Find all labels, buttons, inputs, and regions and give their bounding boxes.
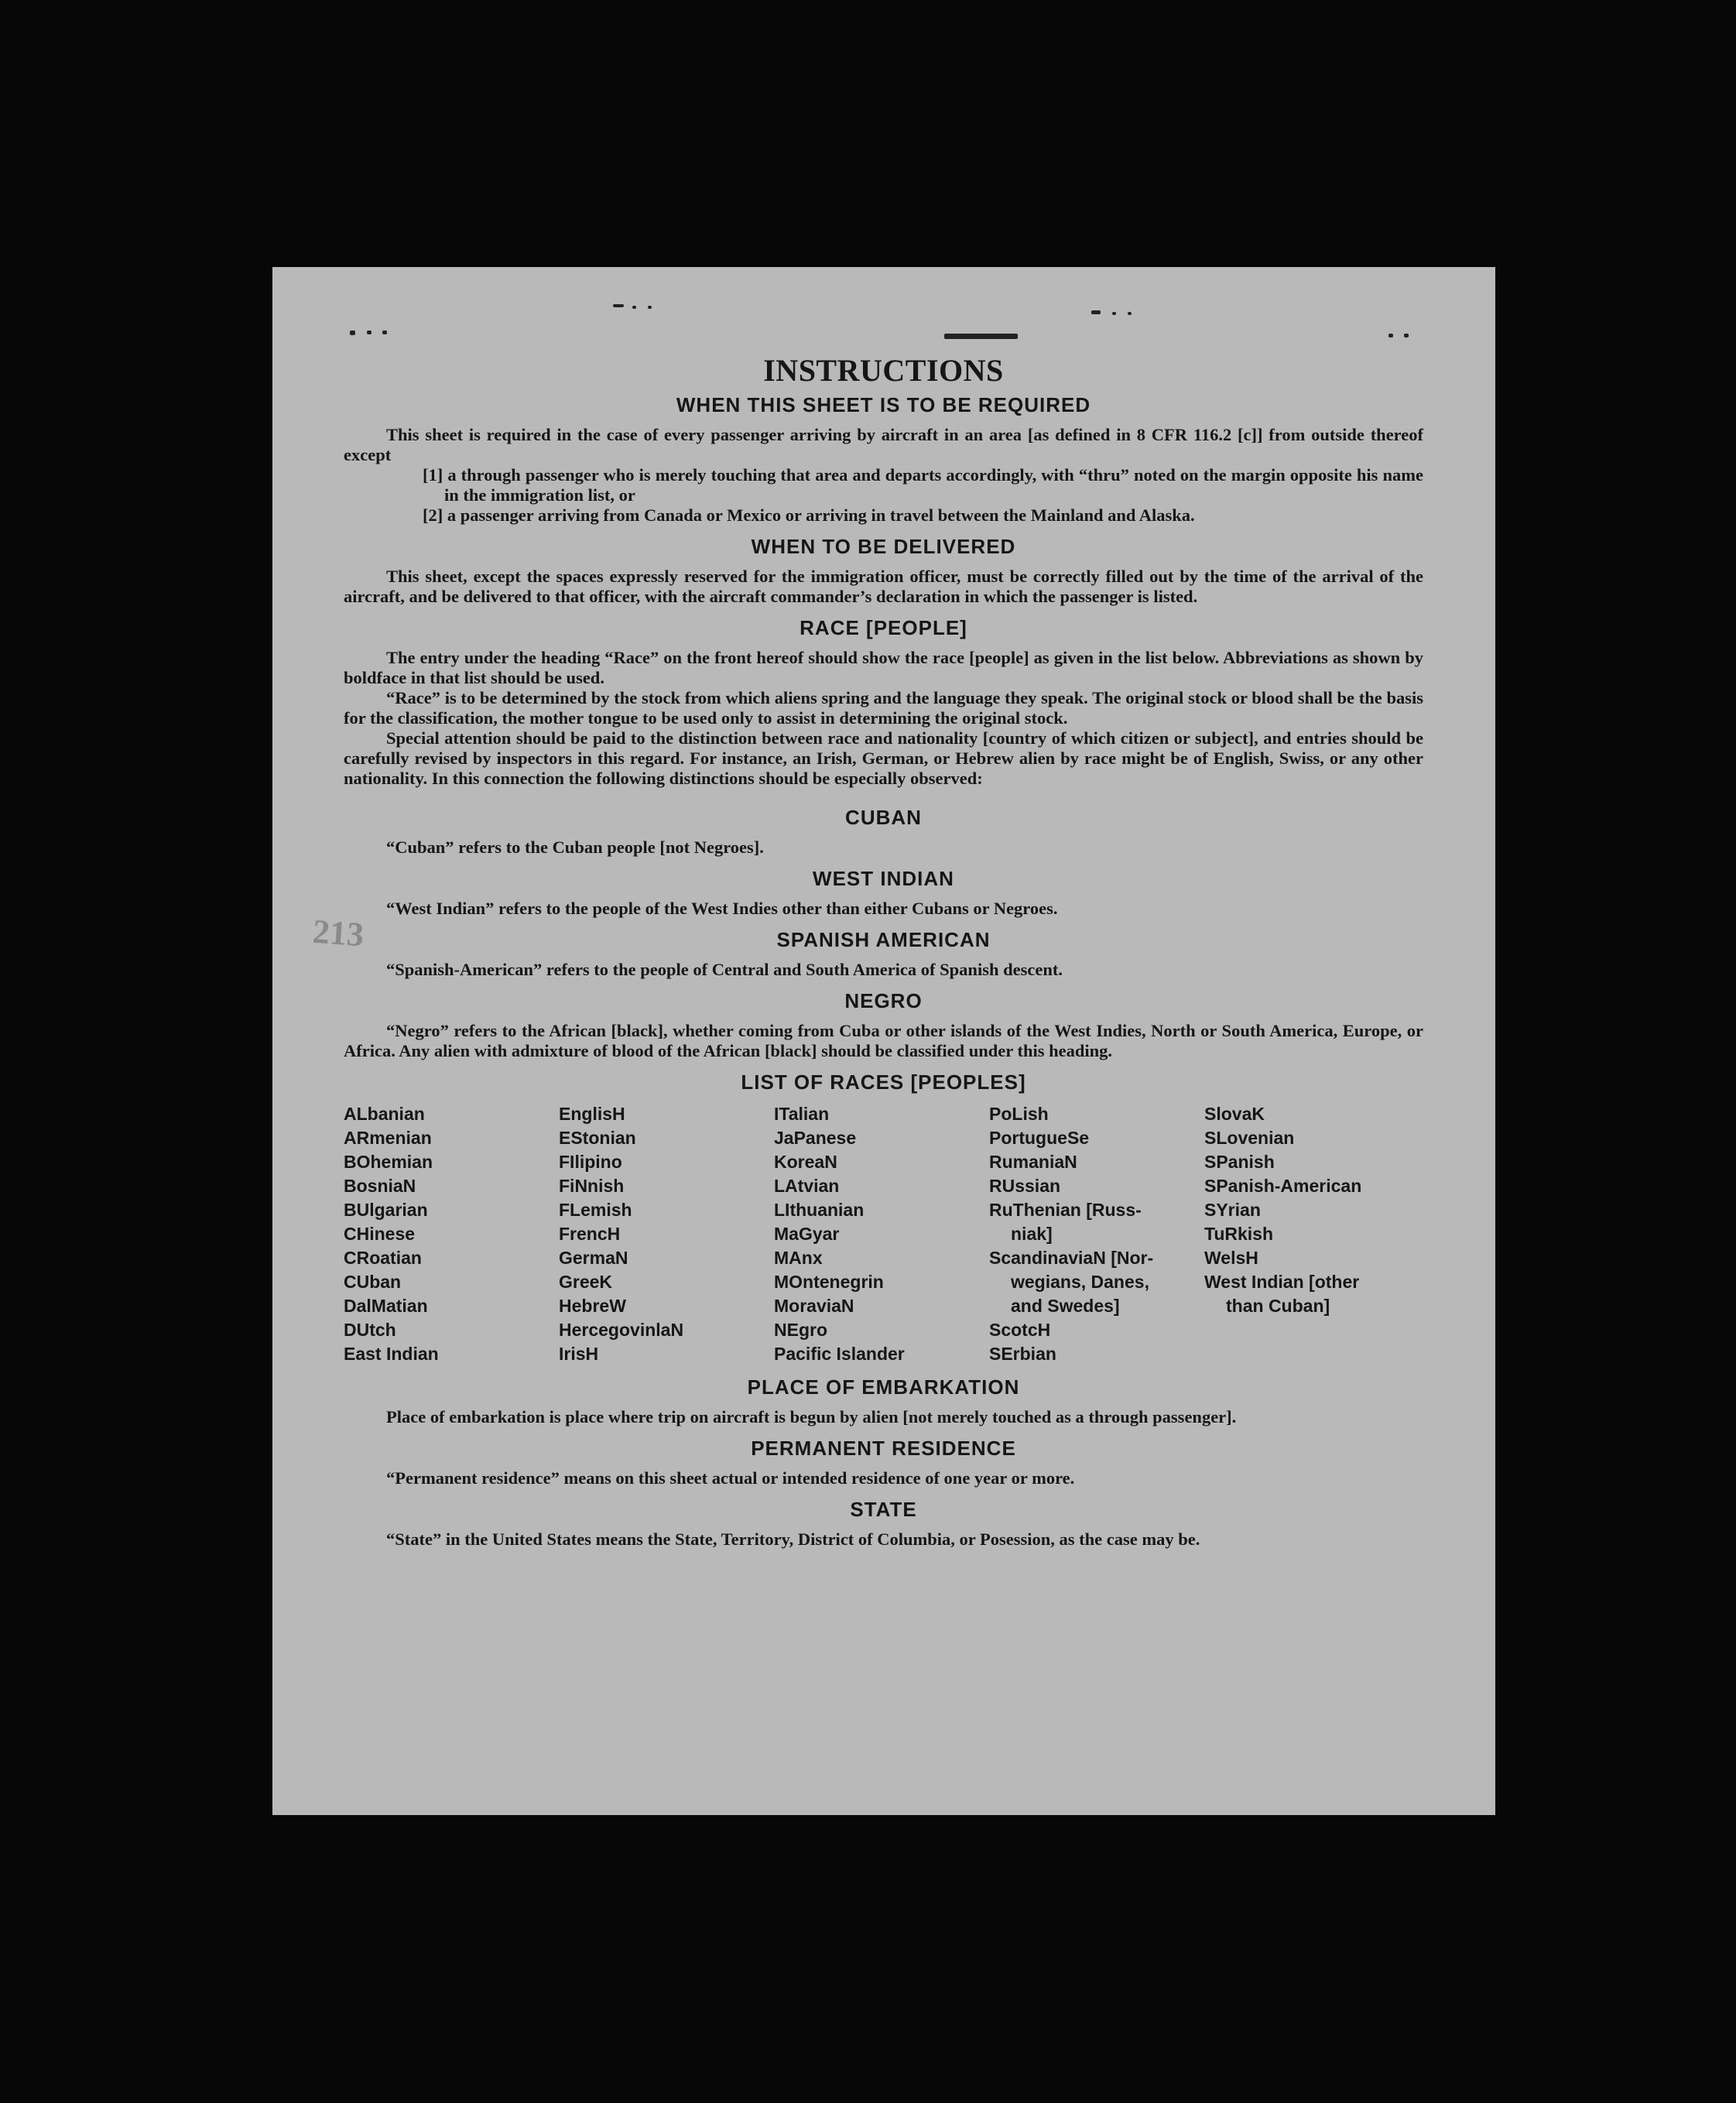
race-list-item: BOhemian: [344, 1152, 433, 1172]
race-list-item: SLovenian: [1204, 1128, 1295, 1148]
race-list-item: Pacific Islander: [774, 1344, 905, 1364]
heading-when-delivered: WHEN TO BE DELIVERED: [751, 535, 1016, 558]
delivered-text: This sheet, except the spaces expressly reserved for the immigration officer, must be correctly filled out by the time of the arrival of the aircraft, and be delivered to that officer, with the aircraft commander’s declaration in which the passenger is listed.: [344, 567, 1423, 606]
race-list-item: GermaN: [559, 1248, 628, 1268]
race-list-item: EnglisH: [559, 1104, 625, 1124]
race-list-item: MOntenegrin: [774, 1272, 884, 1292]
negro-text: “Negro” refers to the African [black], whether coming from Cuba or other islands of the West Indies, North or South America, Europe, or Africa. Any alien with admixture of blood of the African [black] should be classified under this heading.: [344, 1021, 1423, 1060]
page-title: INSTRUCTIONS: [763, 353, 1004, 388]
race-list-item: SlovaK: [1204, 1104, 1265, 1124]
heading-negro: NEGRO: [844, 989, 923, 1012]
race-list-item: SYrian: [1204, 1200, 1261, 1220]
race-paragraph-3: Special attention should be paid to the distinction between race and nationality [country of which citizen or subject], and entries should be carefully revised by inspectors in this regard. For instance, an Irish, German, or Hebrew alien by race might be of English, Swiss, or any other nationality. In this connection the following distinctions should be especially observed:: [344, 728, 1423, 788]
race-list-item: FLemish: [559, 1200, 632, 1220]
spanish-american-text: “Spanish-American” refers to the people of Central and South America of Spanish descent.: [386, 960, 1063, 979]
race-list-item: MaGyar: [774, 1224, 840, 1244]
race-list-item: ALbanian: [344, 1104, 425, 1124]
race-list-item: EStonian: [559, 1128, 636, 1148]
heading-place-of-embarkation: PLACE OF EMBARKATION: [747, 1375, 1020, 1399]
race-list-item: niak]: [1011, 1224, 1053, 1244]
west-indian-text: “West Indian” refers to the people of the West Indies other than either Cubans or Negroes.: [386, 899, 1058, 918]
race-list-item: and Swedes]: [1011, 1296, 1120, 1316]
race-list-item: DalMatian: [344, 1296, 428, 1316]
race-list-item: ScotcH: [989, 1320, 1051, 1340]
races-column-2: [559, 1102, 774, 1366]
race-list-item: MAnx: [774, 1248, 823, 1268]
races-column-4: [989, 1102, 1204, 1366]
heading-cuban: CUBAN: [845, 806, 922, 829]
race-list-item: wegians, Danes,: [1011, 1272, 1149, 1292]
race-list-item: than Cuban]: [1226, 1296, 1330, 1316]
races-column-5: [1204, 1102, 1419, 1366]
race-list-item: IrisH: [559, 1344, 599, 1364]
race-list-item: LIthuanian: [774, 1200, 865, 1220]
race-list-item: NEgro: [774, 1320, 827, 1340]
races-column-1: [344, 1102, 559, 1366]
instructions-content: [344, 352, 1423, 1550]
race-list-item: FIlipino: [559, 1152, 622, 1172]
heading-list-of-races: LIST OF RACES [PEOPLES]: [741, 1070, 1026, 1094]
heading-state: STATE: [850, 1498, 917, 1521]
race-list-item: SPanish-American: [1204, 1176, 1362, 1196]
race-paragraph-1: The entry under the heading “Race” on the front hereof should show the race [people] as given in the list below. Abbreviations as shown by boldface in that list should be used.: [344, 648, 1423, 687]
race-list-item: RuThenian [Russ-: [989, 1200, 1142, 1220]
race-list-item: ARmenian: [344, 1128, 432, 1148]
heading-when-required: WHEN THIS SHEET IS TO BE REQUIRED: [676, 393, 1091, 416]
race-list-item: SErbian: [989, 1344, 1056, 1364]
race-list-item: HebreW: [559, 1296, 626, 1316]
scan-specks: [272, 267, 1495, 344]
races-list: [344, 1102, 1423, 1366]
residence-text: “Permanent residence” means on this sheet actual or intended residence of one year or more.: [386, 1468, 1075, 1488]
race-list-item: RUssian: [989, 1176, 1061, 1196]
race-list-item: JaPanese: [774, 1128, 857, 1148]
race-list-item: DUtch: [344, 1320, 396, 1340]
race-list-item: LAtvian: [774, 1176, 840, 1196]
required-exception-1: [1] a through passenger who is merely touching that area and departs accordingly, with “thru” noted on the margin opposite his name in the immigration list, or: [423, 465, 1423, 505]
race-paragraph-2: “Race” is to be determined by the stock from which aliens spring and the language they speak. The original stock or blood shall be the basis for the classification, the mother tongue to be used only to assist in determining the original stock.: [344, 688, 1423, 728]
race-list-item: CUban: [344, 1272, 402, 1292]
race-list-item: SPanish: [1204, 1152, 1275, 1172]
race-list-item: FiNnish: [559, 1176, 625, 1196]
document-page: [272, 267, 1495, 1815]
race-list-item: BosniaN: [344, 1176, 416, 1196]
embarkation-text: Place of embarkation is place where trip on aircraft is begun by alien [not merely touched as a through passenger].: [386, 1407, 1237, 1427]
heading-permanent-residence: PERMANENT RESIDENCE: [751, 1437, 1016, 1460]
race-list-item: East Indian: [344, 1344, 439, 1364]
race-list-item: West Indian [other: [1204, 1272, 1360, 1292]
race-list-item: HercegovinlaN: [559, 1320, 684, 1340]
race-list-item: PortugueSe: [989, 1128, 1090, 1148]
races-column-3: [774, 1102, 989, 1366]
cuban-text: “Cuban” refers to the Cuban people [not Negroes].: [386, 837, 764, 857]
race-list-item: RumaniaN: [989, 1152, 1077, 1172]
race-list-item: KoreaN: [774, 1152, 837, 1172]
race-list-item: ITalian: [774, 1104, 830, 1124]
state-text: “State” in the United States means the State, Territory, District of Columbia, or Posession, as the case may be.: [386, 1529, 1200, 1549]
heading-race: RACE [PEOPLE]: [800, 616, 967, 639]
race-list-item: CRoatian: [344, 1248, 422, 1268]
faint-stamp-mark: 213: [311, 912, 365, 954]
race-list-item: MoraviaN: [774, 1296, 854, 1316]
race-list-item: CHinese: [344, 1224, 416, 1244]
heading-spanish-american: SPANISH AMERICAN: [776, 928, 991, 951]
heading-west-indian: WEST INDIAN: [813, 867, 954, 890]
race-list-item: ScandinaviaN [Nor-: [989, 1248, 1154, 1268]
race-list-item: PoLish: [989, 1104, 1049, 1124]
race-list-item: GreeK: [559, 1272, 613, 1292]
required-exception-2: [2] a passenger arriving from Canada or Mexico or arriving in travel between the Mainland and Alaska.: [423, 505, 1195, 525]
race-list-item: BUlgarian: [344, 1200, 428, 1220]
race-list-item: TuRkish: [1204, 1224, 1274, 1244]
required-intro: This sheet is required in the case of every passenger arriving by aircraft in an area [as defined in 8 CFR 116.2 [c]] from outside thereof except: [344, 425, 1423, 464]
race-list-item: FrencH: [559, 1224, 621, 1244]
race-list-item: WelsH: [1204, 1248, 1258, 1268]
